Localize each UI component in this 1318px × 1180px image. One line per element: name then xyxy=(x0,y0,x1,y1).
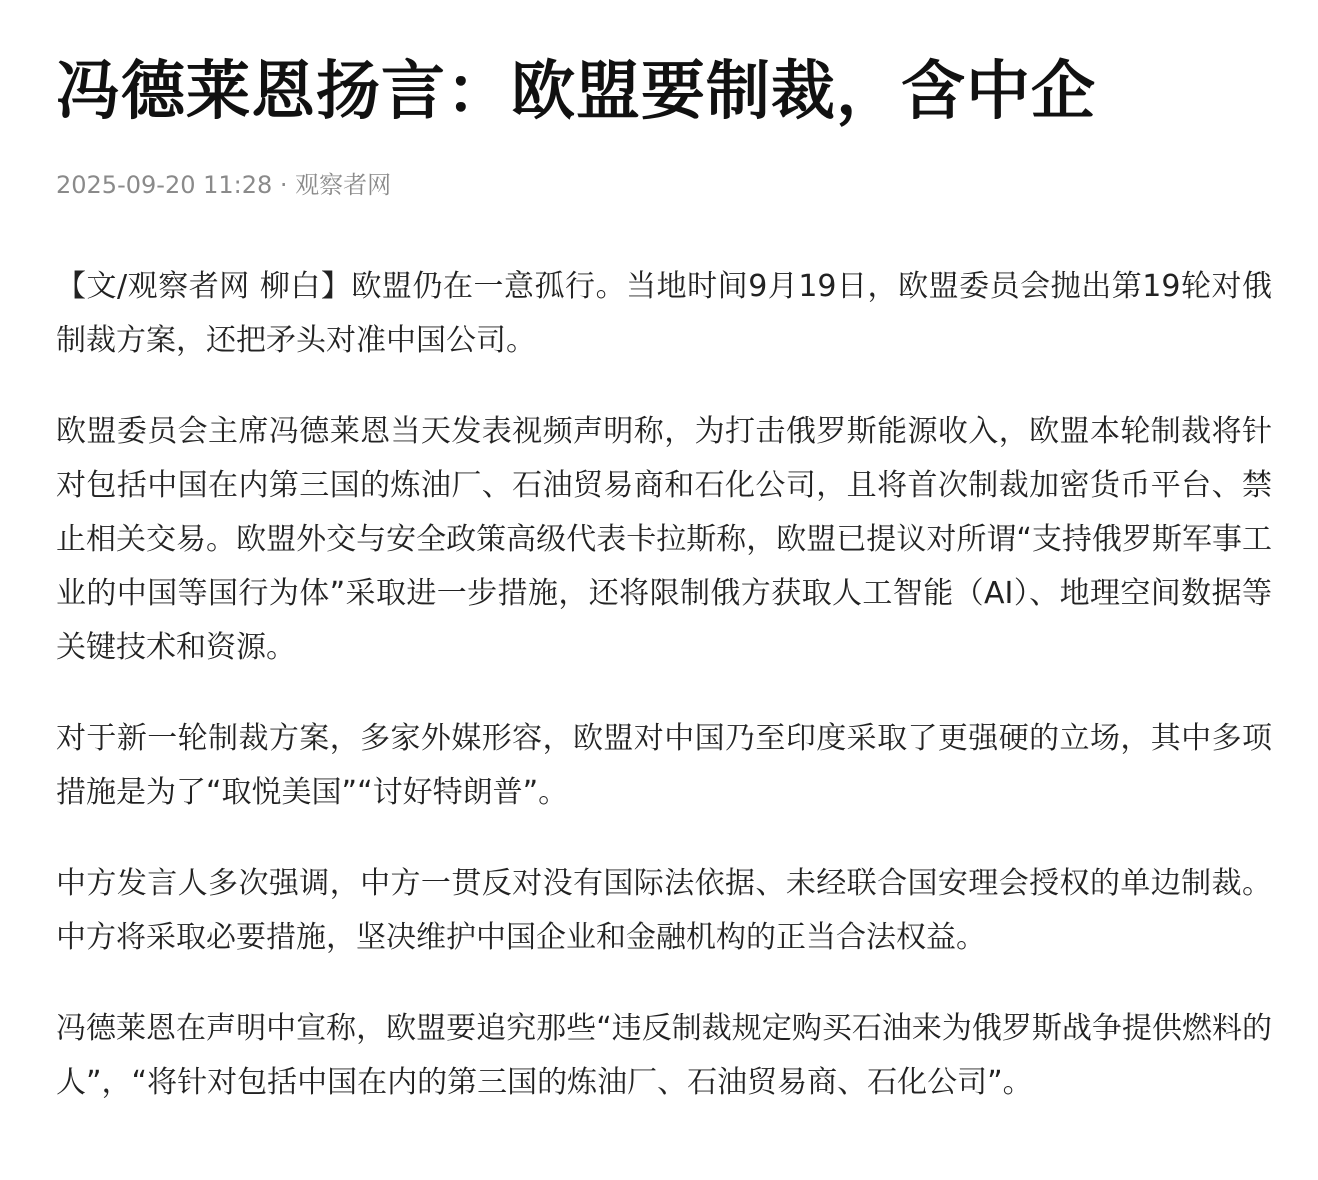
article-title: 冯德莱恩扬言：欧盟要制裁，含中企 xyxy=(56,55,1096,129)
article-body xyxy=(56,260,1272,1147)
article-meta: 2025-09-20 11:28 · 观察者网 xyxy=(56,171,392,199)
paragraph-4: 中方发言人多次强调，中方一贯反对没有国际法依据、未经联合国安理会授权的单边制裁。中方将采取必要措施，坚决维护中国企业和金融机构的正当合法权益。 xyxy=(56,866,1272,955)
article xyxy=(56,50,1272,1100)
paragraph-5: 冯德莱恩在声明中宣称，欧盟要追究那些“违反制裁规定购买石油来为俄罗斯战争提供燃料的人”，“将针对包括中国在内的第三国的炼油厂、石油贸易商、石化公司”。 xyxy=(56,1011,1272,1100)
paragraph-2: 欧盟委员会主席冯德莱恩当天发表视频声明称，为打击俄罗斯能源收入，欧盟本轮制裁将针对包括中国在内第三国的炼油厂、石油贸易商和石化公司，且将首次制裁加密货币平台、禁止相关交易。欧盟外交与安全政策高级代表卡拉斯称，欧盟已提议对所谓“支持俄罗斯军事工业的中国等国行为体”采取进一步措施，还将限制俄方获取人工智能（AI）、地理空间数据等关键技术和资源。 xyxy=(56,414,1272,665)
paragraph-3: 对于新一轮制裁方案，多家外媒形容，欧盟对中国乃至印度采取了更强硬的立场，其中多项措施是为了“取悦美国”“讨好特朗普”。 xyxy=(56,721,1272,810)
paragraph-1: 【文/观察者网 柳白】欧盟仍在一意孤行。当地时间9月19日，欧盟委员会抛出第19轮对俄制裁方案，还把矛头对准中国公司。 xyxy=(56,269,1272,358)
